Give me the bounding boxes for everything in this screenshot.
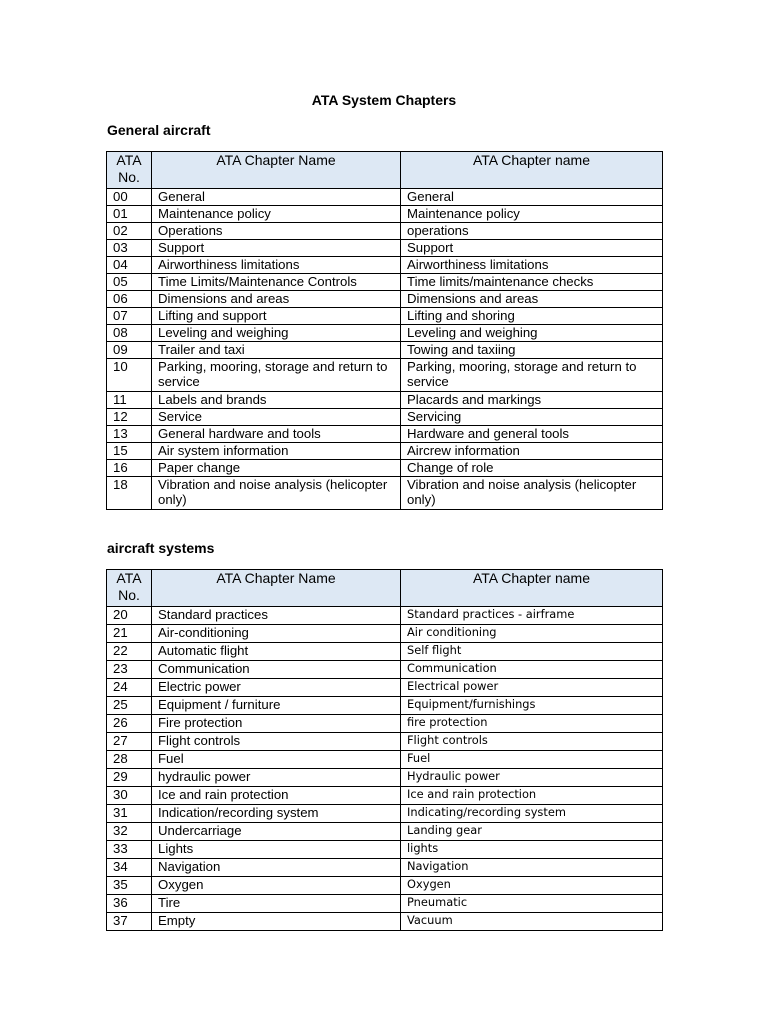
table-row (107, 189, 663, 206)
cell-chapter-name-alt: Change of role (401, 460, 663, 477)
cell-chapter-name: Flight controls (152, 733, 401, 751)
cell-ata-no: 03 (107, 240, 152, 257)
cell-chapter-name: Standard practices (152, 607, 401, 625)
cell-chapter-name: Air-conditioning (152, 625, 401, 643)
cell-ata-no: 23 (107, 661, 152, 679)
cell-chapter-name-alt: Flight controls (401, 733, 663, 751)
cell-ata-no: 13 (107, 426, 152, 443)
section-heading-aircraft-systems: aircraft systems (107, 540, 215, 556)
table-row (107, 274, 663, 291)
cell-ata-no: 25 (107, 697, 152, 715)
cell-chapter-name: Labels and brands (152, 392, 401, 409)
cell-chapter-name: Navigation (152, 859, 401, 877)
cell-ata-no: 31 (107, 805, 152, 823)
cell-chapter-name-alt: Leveling and weighing (401, 325, 663, 342)
cell-ata-no: 22 (107, 643, 152, 661)
cell-ata-no: 01 (107, 206, 152, 223)
section-heading-general-aircraft: General aircraft (107, 122, 211, 138)
table-row (107, 291, 663, 308)
table-row (107, 859, 663, 877)
cell-ata-no: 32 (107, 823, 152, 841)
cell-ata-no: 05 (107, 274, 152, 291)
cell-ata-no: 21 (107, 625, 152, 643)
cell-chapter-name: Leveling and weighing (152, 325, 401, 342)
table-row (107, 392, 663, 409)
cell-chapter-name: Maintenance policy (152, 206, 401, 223)
cell-chapter-name-alt: Electrical power (401, 679, 663, 697)
table-row (107, 661, 663, 679)
cell-chapter-name: Electric power (152, 679, 401, 697)
table-row (107, 841, 663, 859)
table-row (107, 733, 663, 751)
cell-chapter-name: Air system information (152, 443, 401, 460)
cell-chapter-name: Time Limits/Maintenance Controls (152, 274, 401, 291)
cell-ata-no: 24 (107, 679, 152, 697)
table-row (107, 697, 663, 715)
table-row (107, 769, 663, 787)
cell-ata-no: 37 (107, 913, 152, 931)
cell-chapter-name-alt: Indicating/recording system (401, 805, 663, 823)
table-row (107, 359, 663, 392)
cell-chapter-name-alt: Airworthiness limitations (401, 257, 663, 274)
cell-chapter-name-alt: Maintenance policy (401, 206, 663, 223)
cell-chapter-name-alt: Support (401, 240, 663, 257)
table-row (107, 679, 663, 697)
table-row (107, 342, 663, 359)
cell-ata-no: 27 (107, 733, 152, 751)
cell-chapter-name-alt: Placards and markings (401, 392, 663, 409)
cell-chapter-name-alt: Oxygen (401, 877, 663, 895)
cell-chapter-name: General hardware and tools (152, 426, 401, 443)
table-row (107, 409, 663, 426)
table-row (107, 240, 663, 257)
table-row (107, 787, 663, 805)
table-row (107, 805, 663, 823)
cell-ata-no: 36 (107, 895, 152, 913)
cell-chapter-name: Communication (152, 661, 401, 679)
header-chapter-name-alt: ATA Chapter name (401, 152, 663, 189)
header-chapter-name-alt: ATA Chapter name (401, 570, 663, 607)
header-chapter-name: ATA Chapter Name (152, 152, 401, 189)
cell-chapter-name: Paper change (152, 460, 401, 477)
cell-chapter-name-alt: Time limits/maintenance checks (401, 274, 663, 291)
cell-chapter-name-alt: operations (401, 223, 663, 240)
cell-ata-no: 10 (107, 359, 152, 392)
cell-chapter-name: hydraulic power (152, 769, 401, 787)
cell-chapter-name-alt: lights (401, 841, 663, 859)
cell-ata-no: 28 (107, 751, 152, 769)
cell-chapter-name-alt: Air conditioning (401, 625, 663, 643)
cell-chapter-name: Vibration and noise analysis (helicopter only) (152, 477, 401, 510)
cell-ata-no: 29 (107, 769, 152, 787)
cell-chapter-name-alt: Aircrew information (401, 443, 663, 460)
table-row (107, 443, 663, 460)
cell-chapter-name-alt: Standard practices - airframe (401, 607, 663, 625)
cell-chapter-name-alt: Vibration and noise analysis (helicopter only) (401, 477, 663, 510)
cell-ata-no: 11 (107, 392, 152, 409)
cell-ata-no: 26 (107, 715, 152, 733)
cell-chapter-name: Empty (152, 913, 401, 931)
table-row (107, 715, 663, 733)
cell-chapter-name-alt: Communication (401, 661, 663, 679)
cell-chapter-name-alt: Equipment/furnishings (401, 697, 663, 715)
cell-ata-no: 04 (107, 257, 152, 274)
table-row (107, 895, 663, 913)
cell-ata-no: 20 (107, 607, 152, 625)
cell-ata-no: 34 (107, 859, 152, 877)
cell-ata-no: 30 (107, 787, 152, 805)
cell-ata-no: 35 (107, 877, 152, 895)
cell-chapter-name-alt: Vacuum (401, 913, 663, 931)
cell-chapter-name-alt: Navigation (401, 859, 663, 877)
table-header-row (107, 570, 663, 607)
cell-chapter-name-alt: Towing and taxiing (401, 342, 663, 359)
cell-chapter-name: Equipment / furniture (152, 697, 401, 715)
cell-chapter-name: Support (152, 240, 401, 257)
cell-ata-no: 15 (107, 443, 152, 460)
cell-chapter-name-alt: Parking, mooring, storage and return to service (401, 359, 663, 392)
cell-ata-no: 18 (107, 477, 152, 510)
table-row (107, 913, 663, 931)
cell-chapter-name: Ice and rain protection (152, 787, 401, 805)
cell-chapter-name-alt: Fuel (401, 751, 663, 769)
cell-chapter-name-alt: General (401, 189, 663, 206)
cell-ata-no: 00 (107, 189, 152, 206)
table-row (107, 607, 663, 625)
cell-chapter-name-alt: Dimensions and areas (401, 291, 663, 308)
table-row (107, 308, 663, 325)
table-row (107, 206, 663, 223)
table-row (107, 643, 663, 661)
table-row (107, 223, 663, 240)
cell-chapter-name-alt: Pneumatic (401, 895, 663, 913)
cell-chapter-name: Oxygen (152, 877, 401, 895)
cell-chapter-name: Service (152, 409, 401, 426)
cell-chapter-name-alt: Servicing (401, 409, 663, 426)
cell-ata-no: 06 (107, 291, 152, 308)
ata-table-aircraft-systems (106, 569, 663, 931)
cell-chapter-name: Fire protection (152, 715, 401, 733)
cell-chapter-name: Airworthiness limitations (152, 257, 401, 274)
cell-chapter-name: Fuel (152, 751, 401, 769)
cell-chapter-name: Undercarriage (152, 823, 401, 841)
cell-ata-no: 02 (107, 223, 152, 240)
table-header-row (107, 152, 663, 189)
cell-chapter-name-alt: Lifting and shoring (401, 308, 663, 325)
cell-chapter-name: Indication/recording system (152, 805, 401, 823)
cell-ata-no: 07 (107, 308, 152, 325)
cell-chapter-name: Dimensions and areas (152, 291, 401, 308)
header-ata-no: ATA No. (107, 570, 152, 607)
table-row (107, 625, 663, 643)
document-title: ATA System Chapters (311, 92, 457, 108)
cell-ata-no: 09 (107, 342, 152, 359)
cell-chapter-name-alt: Hardware and general tools (401, 426, 663, 443)
cell-chapter-name-alt: Landing gear (401, 823, 663, 841)
cell-chapter-name-alt: Self flight (401, 643, 663, 661)
cell-chapter-name: Automatic flight (152, 643, 401, 661)
cell-chapter-name: Operations (152, 223, 401, 240)
cell-ata-no: 08 (107, 325, 152, 342)
table-row (107, 426, 663, 443)
cell-chapter-name: Tire (152, 895, 401, 913)
cell-ata-no: 16 (107, 460, 152, 477)
table-row (107, 257, 663, 274)
cell-chapter-name: General (152, 189, 401, 206)
cell-chapter-name: Lights (152, 841, 401, 859)
ata-table-general-aircraft (106, 151, 663, 510)
table-row (107, 823, 663, 841)
header-ata-no: ATA No. (107, 152, 152, 189)
table-row (107, 877, 663, 895)
table-row (107, 325, 663, 342)
table-row (107, 477, 663, 510)
cell-chapter-name: Lifting and support (152, 308, 401, 325)
header-chapter-name: ATA Chapter Name (152, 570, 401, 607)
cell-chapter-name-alt: fire protection (401, 715, 663, 733)
cell-chapter-name: Parking, mooring, storage and return to service (152, 359, 401, 392)
cell-ata-no: 12 (107, 409, 152, 426)
table-row (107, 751, 663, 769)
cell-ata-no: 33 (107, 841, 152, 859)
cell-chapter-name-alt: Hydraulic power (401, 769, 663, 787)
cell-chapter-name: Trailer and taxi (152, 342, 401, 359)
cell-chapter-name-alt: Ice and rain protection (401, 787, 663, 805)
table-row (107, 460, 663, 477)
